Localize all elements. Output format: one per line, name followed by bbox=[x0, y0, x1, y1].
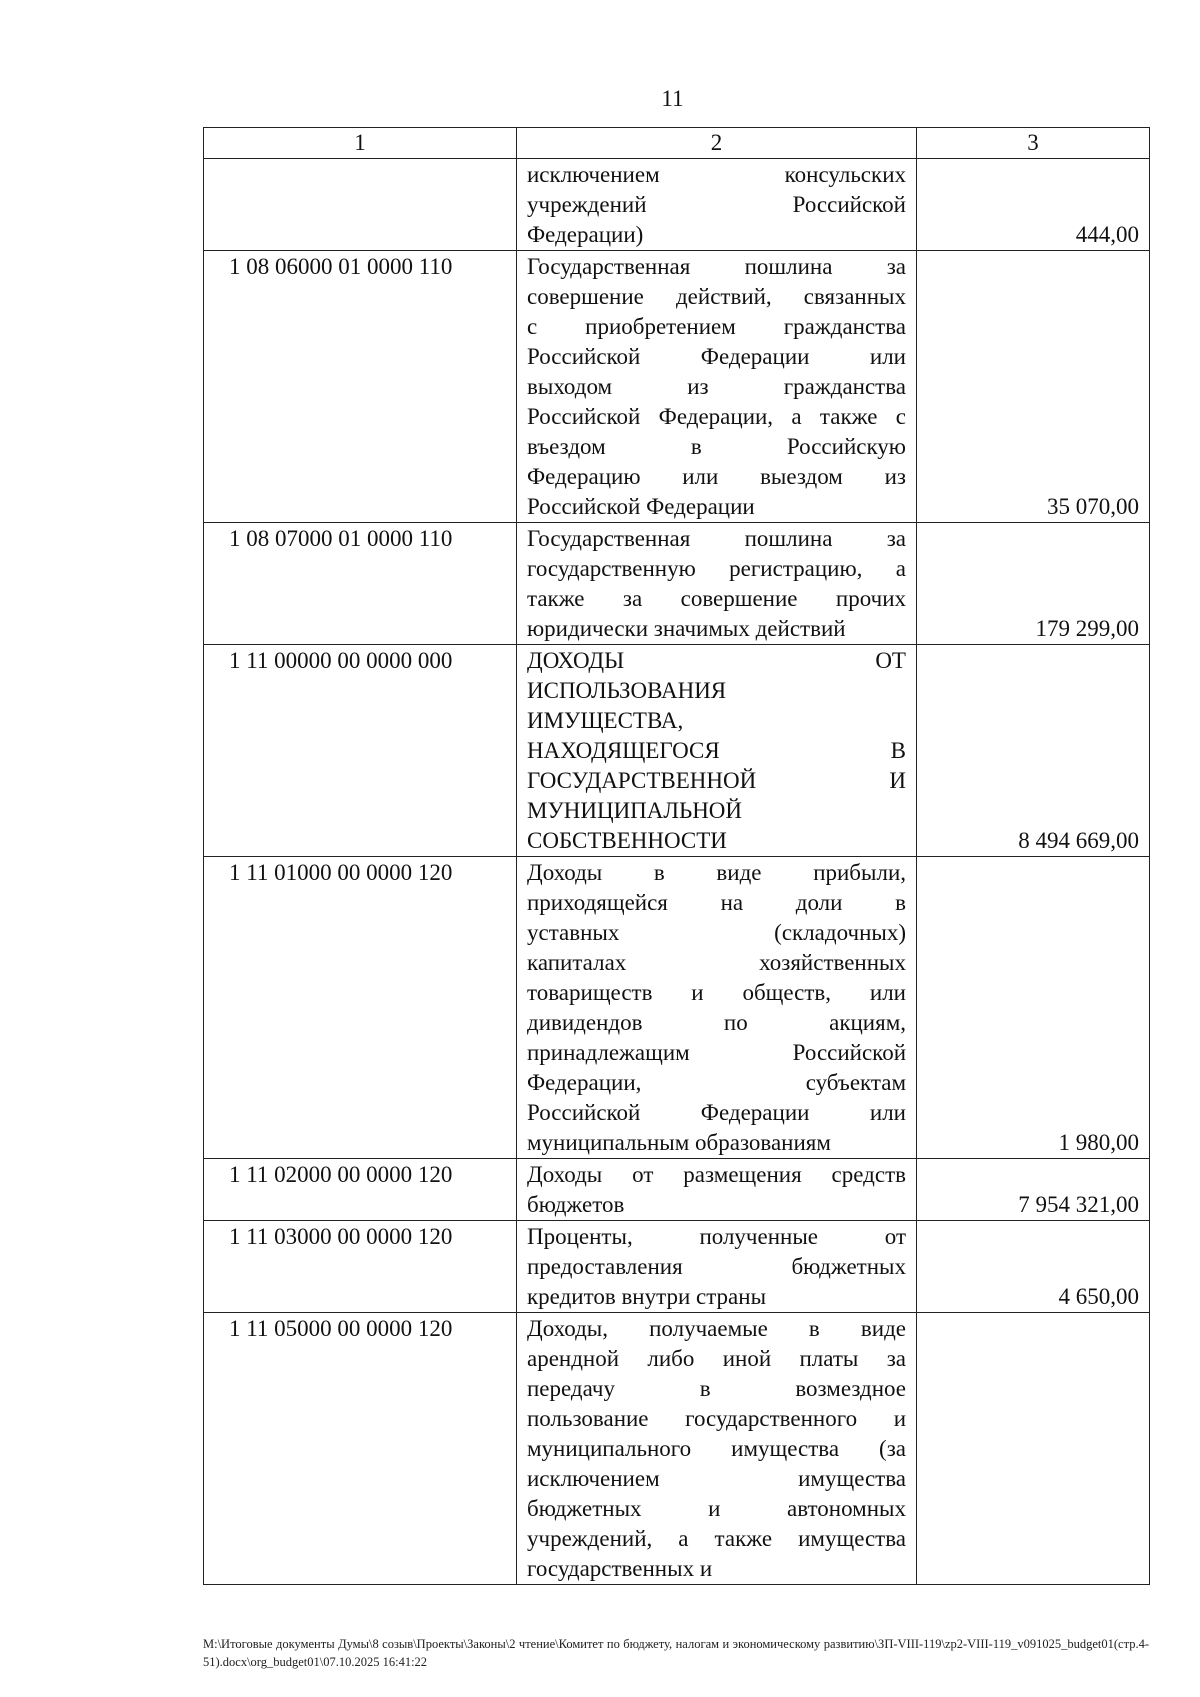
description-line: муниципальным образованиям bbox=[527, 1130, 831, 1155]
table-row bbox=[204, 1313, 1150, 1585]
description-line: ИМУЩЕСТВА, bbox=[527, 708, 684, 733]
description-line: арендной либо иной платы за bbox=[527, 1346, 906, 1371]
table-row bbox=[204, 159, 1150, 251]
description-line: исключением имущества bbox=[527, 1466, 906, 1491]
table-row bbox=[204, 1221, 1150, 1313]
description-line: с приобретением гражданства bbox=[527, 314, 906, 339]
revenue-description-cell bbox=[517, 1313, 917, 1585]
column-header-amount: 3 bbox=[917, 128, 1150, 159]
description-line: Федерации) bbox=[527, 222, 644, 247]
description-line: товариществ и обществ, или bbox=[527, 980, 906, 1005]
description-line: Государственная пошлина за bbox=[527, 254, 906, 279]
description-line: Российской Федерации bbox=[527, 494, 755, 519]
description-line: кредитов внутри страны bbox=[527, 1284, 767, 1309]
revenue-code-cell: 1 11 00000 00 0000 000 bbox=[204, 645, 517, 857]
description-line: государственную регистрацию, а bbox=[527, 556, 906, 581]
description-line: также за совершение прочих bbox=[527, 586, 906, 611]
description-line: СОБСТВЕННОСТИ bbox=[527, 828, 727, 853]
revenue-code-cell: 1 11 02000 00 0000 120 bbox=[204, 1159, 517, 1221]
column-header-code: 1 bbox=[204, 128, 517, 159]
description-line: Проценты, полученные от bbox=[527, 1224, 906, 1249]
revenue-code-cell: 1 08 07000 01 0000 110 bbox=[204, 523, 517, 645]
description-line: Российской Федерации или bbox=[527, 344, 906, 369]
table-row bbox=[204, 251, 1150, 523]
description-line: учреждений Российской bbox=[527, 192, 906, 217]
description-line: дивидендов по акциям, bbox=[527, 1010, 906, 1035]
description-line: принадлежащим Российской bbox=[527, 1040, 906, 1065]
table-row bbox=[204, 523, 1150, 645]
description-line: приходящейся на доли в bbox=[527, 890, 906, 915]
revenue-description-cell bbox=[517, 1159, 917, 1221]
description-line: ГОСУДАРСТВЕННОЙ И bbox=[527, 768, 906, 793]
description-line: совершение действий, связанных bbox=[527, 284, 906, 309]
table-row bbox=[204, 857, 1150, 1159]
description-line: передачу в возмездное bbox=[527, 1376, 906, 1401]
revenue-amount-cell: 35 070,00 bbox=[917, 251, 1150, 523]
table-header-row bbox=[204, 128, 1150, 159]
description-line: Федерацию или выездом из bbox=[527, 464, 906, 489]
description-line: Российской Федерации, а также с bbox=[527, 404, 906, 429]
description-line: учреждений, а также имущества bbox=[527, 1526, 906, 1551]
revenue-description-cell bbox=[517, 159, 917, 251]
revenue-description-cell bbox=[517, 857, 917, 1159]
table-row bbox=[204, 645, 1150, 857]
revenue-description-cell bbox=[517, 645, 917, 857]
description-line: Федерации, субъектам bbox=[527, 1070, 906, 1095]
budget-revenue-table bbox=[203, 127, 1150, 1585]
description-line: Доходы от размещения средств bbox=[527, 1162, 906, 1187]
description-line: ИСПОЛЬЗОВАНИЯ bbox=[527, 678, 727, 703]
revenue-amount-cell: 7 954 321,00 bbox=[917, 1159, 1150, 1221]
revenue-description-cell bbox=[517, 1221, 917, 1313]
table-row bbox=[204, 1159, 1150, 1221]
column-header-description: 2 bbox=[517, 128, 917, 159]
description-line: ДОХОДЫ ОТ bbox=[527, 648, 906, 673]
description-line: бюджетов bbox=[527, 1192, 625, 1217]
description-line: предоставления бюджетных bbox=[527, 1254, 906, 1279]
description-line: капиталах хозяйственных bbox=[527, 950, 906, 975]
description-line: пользование государственного и bbox=[527, 1406, 906, 1431]
description-line: юридически значимых действий bbox=[527, 616, 846, 641]
revenue-amount-cell bbox=[917, 1313, 1150, 1585]
description-line: НАХОДЯЩЕГОСЯ В bbox=[527, 738, 906, 763]
document-file-path: М:\Итоговые документы Думы\8 созыв\Проекты\Законы\2 чтение\Комитет по бюджету, налогам и экономическому развитию\ЗП-VIII-119\zp2-VIII-119_v091025_budget01(стр.4-51).docx\org_budget01\07.10.2025 16:41:22 bbox=[203, 1637, 1149, 1669]
description-line: исключением консульских bbox=[527, 162, 906, 187]
revenue-code-cell: 1 08 06000 01 0000 110 bbox=[204, 251, 517, 523]
revenue-amount-cell: 179 299,00 bbox=[917, 523, 1150, 645]
description-line: государственных и bbox=[527, 1556, 713, 1581]
description-line: Российской Федерации или bbox=[527, 1100, 906, 1125]
revenue-code-cell: 1 11 03000 00 0000 120 bbox=[204, 1221, 517, 1313]
revenue-amount-cell: 8 494 669,00 bbox=[917, 645, 1150, 857]
description-line: выходом из гражданства bbox=[527, 374, 906, 399]
description-line: Государственная пошлина за bbox=[527, 526, 906, 551]
description-line: Доходы в виде прибыли, bbox=[527, 860, 906, 885]
description-line: МУНИЦИПАЛЬНОЙ bbox=[527, 798, 743, 823]
revenue-description-cell bbox=[517, 523, 917, 645]
revenue-code-cell: 1 11 01000 00 0000 120 bbox=[204, 857, 517, 1159]
revenue-amount-cell: 4 650,00 bbox=[917, 1221, 1150, 1313]
description-line: муниципального имущества (за bbox=[527, 1436, 906, 1461]
revenue-code-cell bbox=[204, 159, 517, 251]
description-line: Доходы, получаемые в виде bbox=[527, 1316, 906, 1341]
revenue-amount-cell: 1 980,00 bbox=[917, 857, 1150, 1159]
description-line: уставных (складочных) bbox=[527, 920, 906, 945]
revenue-amount-cell: 444,00 bbox=[917, 159, 1150, 251]
revenue-description-cell bbox=[517, 251, 917, 523]
description-line: въездом в Российскую bbox=[527, 434, 906, 459]
revenue-code-cell: 1 11 05000 00 0000 120 bbox=[204, 1313, 517, 1585]
page-number: 11 bbox=[661, 86, 684, 111]
description-line: бюджетных и автономных bbox=[527, 1496, 906, 1521]
